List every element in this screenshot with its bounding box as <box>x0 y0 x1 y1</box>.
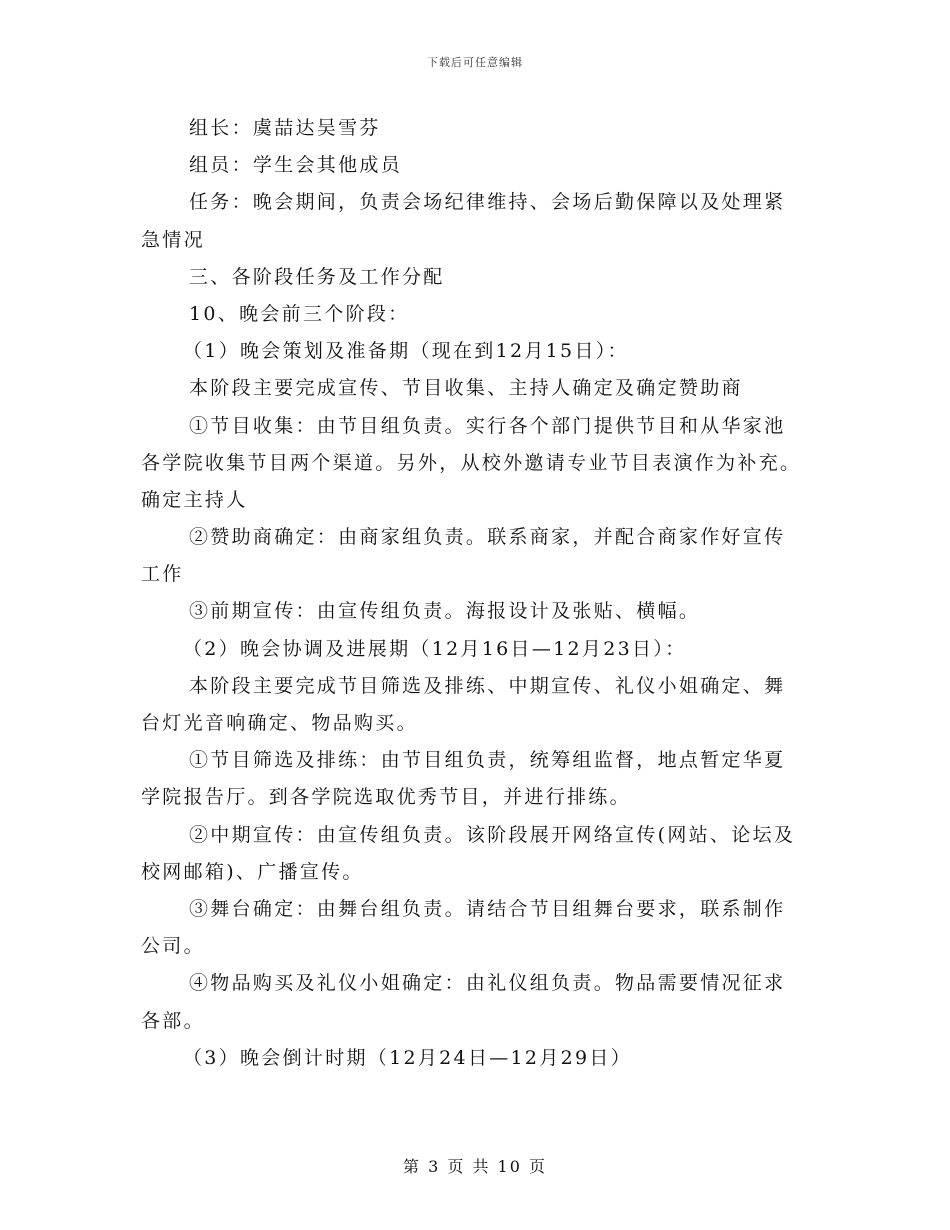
phase-heading: （1）晚会策划及准备期（现在到12月15日）： <box>183 340 629 363</box>
paragraph-line: 各学院收集节目两个渠道。另外，从校外邀请专业节目表演作为补充。 <box>141 451 802 474</box>
page-number-footer: 第 3 页 共 10 页 <box>403 1157 547 1176</box>
paragraph-line: ②中期宣传：由宣传组负责。该阶段展开网络宣传(网站、论坛及 <box>189 823 796 846</box>
subsection-heading: 10、晚会前三个阶段： <box>189 302 410 325</box>
paragraph-line: ④物品购买及礼仪小姐确定：由礼仪组负责。物品需要情况征求 <box>189 972 786 995</box>
paragraph-line: 各部。 <box>141 1009 205 1032</box>
phase-heading: （3）晚会倒计时期（12月24日—12月29日） <box>183 1046 632 1069</box>
paragraph-line: 组长：虞喆达吴雪芬 <box>189 117 381 139</box>
paragraph-line: 确定主持人 <box>141 488 248 511</box>
paragraph-line: ①节目筛选及排练：由节目组负责，统筹组监督，地点暂定华夏 <box>189 749 786 772</box>
paragraph-line: 公司。 <box>141 935 205 958</box>
paragraph-line: 组员：学生会其他成员 <box>189 154 403 177</box>
paragraph-line: ③舞台确定：由舞台组负责。请结合节目组舞台要求，联系制作 <box>189 897 786 920</box>
paragraph-line: ①节目收集：由节目组负责。实行各个部门提供节目和从华家池 <box>189 414 786 437</box>
section-heading: 三、各阶段任务及工作分配 <box>189 265 445 288</box>
paragraph-line: 急情况 <box>141 228 205 251</box>
paragraph-line: 本阶段主要完成宣传、节目收集、主持人确定及确定赞助商 <box>189 377 743 400</box>
paragraph-line: ②赞助商确定：由商家组负责。联系商家，并配合商家作好宣传 <box>189 526 786 549</box>
page-header: 下载后可任意编辑 <box>427 56 523 69</box>
paragraph-line: ③前期宣传：由宣传组负责。海报设计及张贴、横幅。 <box>189 600 701 623</box>
paragraph-line: 学院报告厅。到各学院选取优秀节目，并进行排练。 <box>141 786 631 809</box>
paragraph-line: 校网邮箱)、广播宣传。 <box>141 860 364 883</box>
paragraph-line: 任务：晚会期间，负责会场纪律维持、会场后勤保障以及处理紧 <box>189 191 786 214</box>
paragraph-line: 台灯光音响确定、物品购买。 <box>141 712 418 734</box>
paragraph-line: 工作 <box>141 563 184 586</box>
phase-heading: （2）晚会协调及进展期（12月16日—12月23日）： <box>183 637 687 660</box>
document-body <box>141 110 813 1077</box>
paragraph-line: 本阶段主要完成节目筛选及排练、中期宣传、礼仪小姐确定、舞 <box>189 674 786 697</box>
